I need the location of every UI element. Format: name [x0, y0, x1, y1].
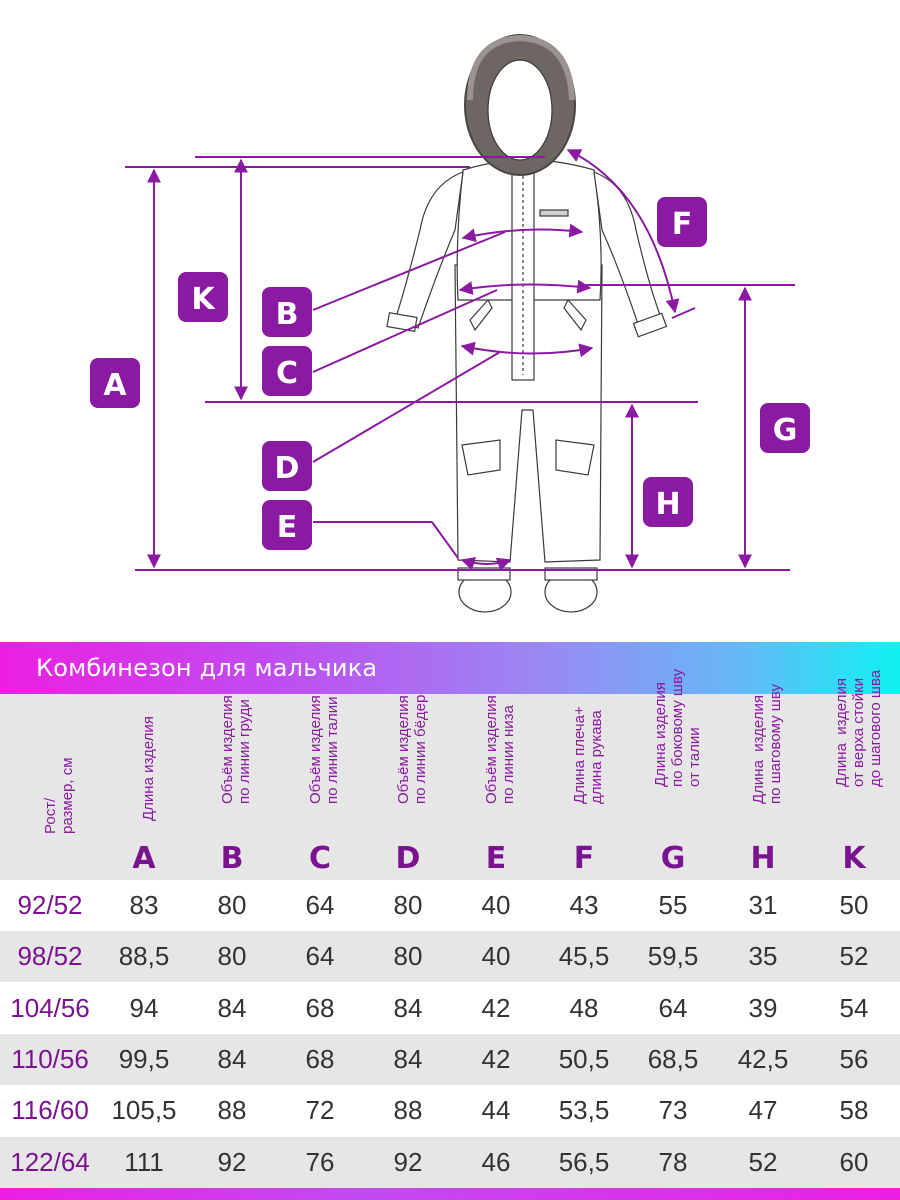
- value-cell-c: 68: [305, 992, 335, 1023]
- column-desc-f: Длина плеча+ длина рукава: [571, 706, 605, 804]
- column-header-k: [808, 669, 900, 880]
- value-cell-d: 80: [393, 890, 423, 920]
- badge-c-label: C: [275, 356, 299, 391]
- value-cell-c: 72: [305, 1095, 335, 1126]
- value-cell-f: 43: [569, 890, 599, 920]
- table-row: [0, 1034, 900, 1085]
- value-cell-f: 56,5: [558, 1146, 610, 1177]
- value-cell-c: 64: [305, 890, 335, 920]
- column-header-h: [718, 684, 808, 880]
- column-header-d: [364, 694, 452, 880]
- column-header-e: [452, 694, 540, 880]
- column-header-f: [540, 694, 628, 880]
- column-letter-h: H: [750, 841, 776, 876]
- value-cell-c: 76: [305, 1146, 335, 1177]
- value-cell-b: 88: [217, 1095, 247, 1126]
- value-cell-c: 64: [305, 941, 335, 972]
- size-cell: 116/60: [11, 1095, 89, 1126]
- value-cell-a: 88,5: [118, 941, 170, 972]
- badge-h: [643, 477, 693, 527]
- table-row: [0, 983, 900, 1034]
- size-cell: 98/52: [17, 941, 83, 972]
- badge-e: [262, 500, 312, 550]
- badge-g: [760, 403, 810, 453]
- value-cell-e: 40: [481, 941, 511, 972]
- badge-k-label: K: [191, 282, 215, 317]
- value-cell-g: 55: [658, 890, 688, 920]
- badge-g-label: G: [772, 413, 798, 448]
- value-cell-g: 78: [658, 1146, 688, 1177]
- table-row: [0, 1085, 900, 1136]
- column-letter-c: C: [308, 841, 332, 876]
- badge-d: [262, 441, 312, 491]
- badge-f: [657, 197, 707, 247]
- badge-a: [90, 358, 140, 408]
- badge-e-label: E: [276, 510, 298, 545]
- value-cell-h: 35: [748, 941, 778, 972]
- badge-d-label: D: [274, 451, 300, 486]
- value-cell-k: 56: [839, 1043, 869, 1074]
- value-cell-g: 59,5: [647, 941, 699, 972]
- value-cell-c: 68: [305, 1043, 335, 1074]
- size-column-header: [0, 694, 100, 880]
- badge-c: [262, 346, 312, 396]
- column-desc-k: Длина изделия от верха стойки до шагового шва: [832, 669, 884, 787]
- value-cell-d: 84: [393, 1043, 423, 1074]
- badge-k: [178, 272, 228, 322]
- value-cell-b: 84: [217, 1043, 247, 1074]
- size-cell: 122/64: [10, 1146, 90, 1177]
- badge-f-label: F: [671, 207, 693, 242]
- column-desc-b: Объём изделия по линии груди: [219, 695, 253, 804]
- value-cell-b: 92: [217, 1146, 247, 1177]
- column-desc-g: Длина изделия по боковому шву от талии: [651, 668, 703, 787]
- column-desc-d: Объём изделия по линии бёдер: [395, 694, 429, 804]
- table-row: [0, 1137, 900, 1188]
- value-cell-d: 80: [393, 941, 423, 972]
- fur-hood-drawing: [465, 35, 575, 175]
- table-row: [0, 880, 900, 931]
- value-cell-b: 80: [217, 941, 247, 972]
- value-cell-f: 53,5: [558, 1095, 610, 1126]
- value-cell-e: 46: [481, 1146, 511, 1177]
- value-cell-h: 52: [748, 1146, 778, 1177]
- column-letter-e: E: [485, 841, 507, 876]
- column-letter-b: B: [220, 841, 244, 876]
- column-letter-g: G: [660, 841, 686, 876]
- table-row: [0, 931, 900, 982]
- table-title: Комбинезон для мальчика: [36, 654, 378, 682]
- column-desc-a: Длина изделия: [139, 716, 157, 821]
- value-cell-e: 42: [481, 1043, 511, 1074]
- column-desc-h: Длина изделия по шаговому шву: [750, 684, 784, 804]
- column-letter-f: F: [573, 841, 595, 876]
- size-cell: 104/56: [10, 992, 90, 1023]
- value-cell-g: 64: [658, 992, 688, 1023]
- value-cell-a: 99,5: [118, 1043, 170, 1074]
- value-cell-d: 92: [393, 1146, 423, 1177]
- value-cell-h: 39: [748, 992, 778, 1023]
- value-cell-a: 111: [124, 1146, 164, 1177]
- value-cell-g: 73: [658, 1095, 688, 1126]
- column-letter-k: K: [842, 841, 866, 876]
- value-cell-e: 42: [481, 992, 511, 1023]
- column-header-c: [276, 694, 364, 880]
- value-cell-a: 83: [129, 890, 159, 920]
- badge-b: [262, 287, 312, 337]
- column-desc-e: Объём изделия по линии низа: [483, 695, 517, 804]
- value-cell-k: 50: [839, 890, 869, 920]
- value-cell-f: 45,5: [558, 941, 610, 972]
- value-cell-f: 48: [569, 992, 599, 1023]
- value-cell-k: 54: [839, 992, 869, 1023]
- value-cell-a: 94: [129, 992, 159, 1023]
- value-cell-d: 88: [393, 1095, 423, 1126]
- column-letter-a: A: [132, 841, 156, 876]
- value-cell-k: 52: [839, 941, 869, 972]
- column-header-g: [628, 668, 718, 880]
- column-header-b: [188, 694, 276, 880]
- column-letter-d: D: [395, 841, 421, 876]
- column-header-a: [100, 694, 188, 880]
- size-cell: 110/56: [11, 1043, 89, 1074]
- value-cell-b: 84: [217, 992, 247, 1023]
- badge-a-label: A: [103, 368, 127, 403]
- size-cell: 92/52: [17, 890, 83, 920]
- value-cell-d: 84: [393, 992, 423, 1023]
- value-cell-h: 47: [748, 1095, 778, 1126]
- value-cell-a: 105,5: [111, 1095, 177, 1126]
- value-cell-k: 60: [839, 1146, 869, 1177]
- value-cell-g: 68,5: [647, 1043, 699, 1074]
- badge-b-label: B: [275, 297, 299, 332]
- size-column-desc: Рост/ размер, см: [42, 757, 76, 834]
- column-desc-c: Объём изделия по линии талии: [307, 695, 341, 804]
- value-cell-f: 50,5: [558, 1043, 610, 1074]
- jumpsuit-drawing: [387, 160, 666, 612]
- badge-h-label: H: [655, 487, 681, 522]
- value-cell-h: 31: [748, 890, 778, 920]
- value-cell-b: 80: [217, 890, 247, 920]
- value-cell-h: 42,5: [737, 1043, 789, 1074]
- value-cell-k: 58: [839, 1095, 869, 1126]
- bottom-accent-bar: [0, 1188, 900, 1200]
- value-cell-e: 40: [481, 890, 511, 920]
- value-cell-e: 44: [481, 1095, 511, 1126]
